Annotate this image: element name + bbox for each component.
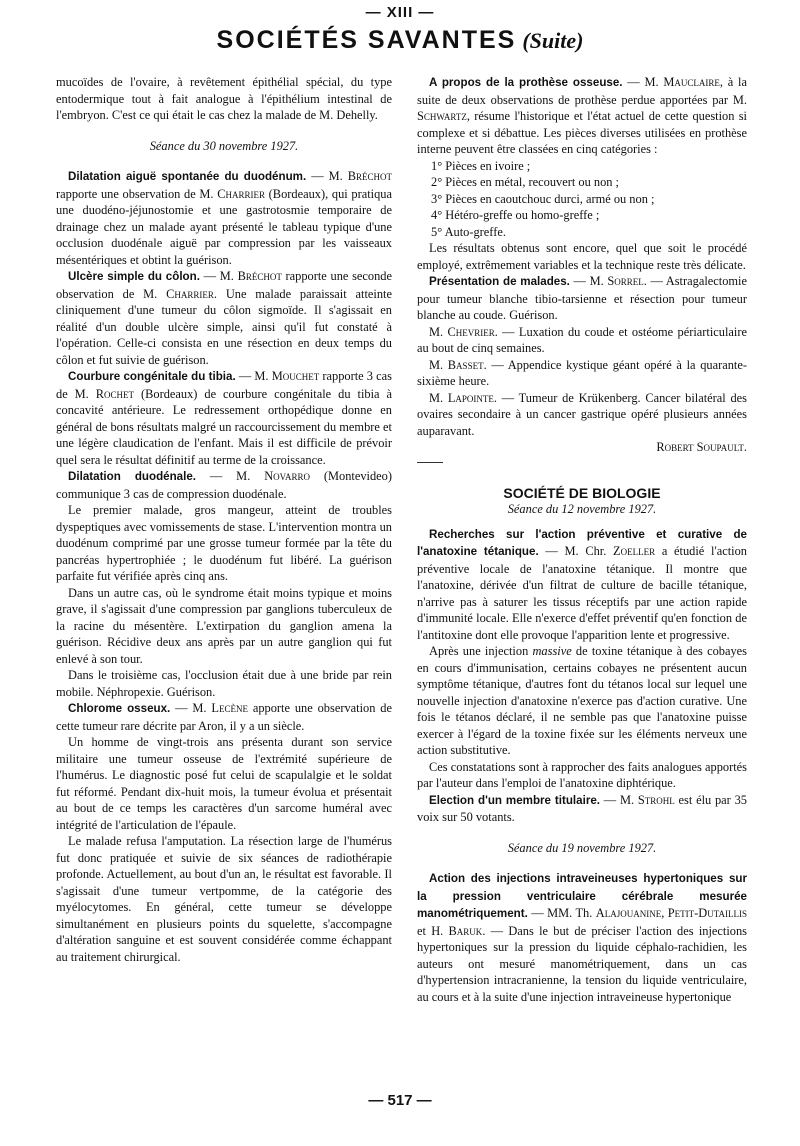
text: — MM. Th. [527,906,596,920]
text: — M. [196,469,265,483]
paragraph-prothese [417,74,747,158]
text: Après une injection [429,644,533,658]
seance-heading: Séance du 30 novembre 1927. [149,138,299,153]
text: — M. [600,792,638,807]
text: (Bordeaux), qui pratiqua une duodéno-jéjunostomie et une gastrotosmie temporaire de drainage chez un malade ayant présenté le tableau typique d'une occlusion duodénale aiguë par compression par les vaisseaux mésentériques et obtint la guérison. [56,186,393,267]
seance-heading: Séance du 19 novembre 1927. [507,840,657,855]
paragraph: Le premier malade, gros mangeur, atteint de troubles dyspeptiques avec vomissements de stase. L'intervention montra un duodénum comprimé par une grosse tumeur formée par la tête du pancréas hypertrophiée ; le duodénum fut libéré. La guérison parfaite fut vérifiée après cinq ans. [56,503,392,583]
divider [417,462,443,463]
author-name: Lapointe [447,390,494,405]
paragraph [417,357,747,390]
section-heading: Présentation de malades. [429,275,570,288]
text: . — Appendice kystique géant opéré à la quarante-sixième heure. [417,357,747,388]
text: . — Luxation du coude et ostéome périarticulaire au bout de cinq semaines. [417,324,747,355]
author-name: H. Baruk [431,923,483,938]
society-title: SOCIÉTÉ DE BIOLOGIE [503,484,661,501]
text: (Montevideo) communique 3 cas de compression duodénale. [56,469,392,501]
paragraph: mucoïdes de l'ovaire, à revêtement épithélial spécial, du type entodermique tout à fait analogue à l'épithélium intestinal de l'embryon. C'est ce qui était le cas chez la malade de M. Dehelly. [56,75,392,122]
author-name: Schwartz [417,109,467,123]
text: apporte une observation de cette tumeur rare décrite par Aron, il y a un siècle. [56,701,392,733]
paragraph: Le malade refusa l'amputation. La résection large de l'humérus fut donc pratiquée et suivie de six séances de radiothérapie profonde. Actuellement, au bout d'un an, le résultat est favorable. Il s'agissait d'une tumeur vertpomme, de la catégorie des myélocytomes. En général, cette tumeur se développe simultanément en plusieurs points du squelette, s'accompagne d'altération sanguine et est souvent considérée comme échappant au traitement chirurgical. [56,834,392,964]
paragraph: Les résultats obtenus sont encore, quel que soit le procédé employé, extrêmement variables et la technique reste très délicate. [417,241,747,272]
author-name: Rochet [95,386,135,401]
author-name: Charrier [217,186,265,201]
text: a étudié l'action préventive locale de l'anatoxine tétanique. Il montre que l'anatoxine, dérivée d'un filtrat de culture de bacille tétanique, n'arrive pas à saturer les tissus réceptifs par une action rapide d'immunité locale. Elle n'exerce d'effet préventif qu'en fonction de l'antitoxine dont elle provoque l'apparition lente et progressive. [417,544,747,642]
right-column [417,74,747,1005]
author-name: Bréchot [237,269,282,283]
page-title [0,26,800,55]
paragraph: Ces constatations sont à rapprocher des faits analogues apportés par l'auteur dans l'emploi de l'anatoxine diphtérique. [417,759,747,790]
text: de toxine tétanique à des cobayes en cours d'immunisation, certains cobayes ne présentent aucun symptôme tétanique, d'autres font du tétanos local sur lequel une nouvelle injection d'anatoxine n'exerce pas d'action curative. Une fois le tétanos déclaré, il ne semble pas que l'anatoxine puisse exercer à l'égard de la toxine fixée sur les éléments nerveux une action substitutive. [417,644,747,757]
paragraph-election [417,792,747,826]
section-heading: A propos de la prothèse osseuse. [429,76,623,89]
text: est élu par 35 voix sur 50 votants. [417,792,747,824]
author-name: Charrier [166,286,214,301]
text: rapporte une seconde observation de M. [56,269,392,301]
section-heading: Recherches sur l'action préventive et curative de l'anatoxine tétanique. [417,527,747,558]
section-heading: Courbure congénitale du tibia. [68,370,236,383]
title-text: SOCIÉTÉS SAVANTES [216,26,517,54]
left-column [56,74,392,965]
list-item: 1° Pièces en ivoire ; [431,158,531,173]
text: , résume l'historique et l'état actuel de cette question si complexe et si débattue. Les pièces diverses utilisées en prothèse interne peuvent être classées en cinq catégories : [417,109,747,156]
text: rapporte une observation de M. [56,186,218,201]
author-name: Chevrier [447,324,495,339]
page-roman-number: — XIII — [365,4,435,21]
text: — M. [306,169,348,183]
list-item: 3° Pièces en caoutchouc durci, armé ou non ; [431,191,655,206]
seance-heading: Séance du 12 novembre 1927. [507,502,657,516]
paragraph: Dans le troisième cas, l'occlusion était due à une bride par rein mobile. Néphropexie. Guérison. [56,668,392,699]
paragraph-chlorome [56,700,392,734]
text: . — Astragalectomie pour tumeur blanche tibio-tarsienne et résection pour tumeur blanche au coude. Guérison. [417,274,747,322]
paragraph [417,390,747,440]
section-heading: Election d'un membre titulaire. [429,793,601,807]
paragraph-presentation [417,273,747,324]
text: M. [429,324,448,339]
paragraph-dilatation [56,168,392,268]
paragraph-action [417,870,747,1005]
paragraph-ulcere [56,268,392,368]
page-number: — 517 — [368,1092,432,1109]
paragraph: Dans un autre cas, où le syndrome était moins typique et moins grave, il s'agissait d'une compression par ganglions tuberculeux de la racine du mésentère. L'extirpation du ganglion amena la guérison. Récidive deux ans après par un autre ganglion qui fut enlevé à son tour. [56,585,392,666]
paragraph [417,643,747,759]
paragraph [417,324,747,357]
author-name: Mouchet [271,369,320,383]
text: M. [429,357,448,372]
text: . — Dans le but de préciser l'action des injections hypertoniques sur la pression du liquide céphalo-rachidien, les auteurs ont mesuré manométriquement, dans un cas d'hypertension intracranienne, la tension du liquide ventriculaire, au cours et à la suite d'une injection intraveineuse hypertonique [417,923,747,1004]
author-name: Zoeller [613,544,656,558]
text: — M. [622,75,664,89]
list-item: 5° Auto-greffe. [431,224,506,239]
list-item: 4° Hétéro-greffe ou homo-greffe ; [431,208,600,222]
paragraph-dilatation-duodenale [56,468,392,502]
section-heading: Ulcère simple du côlon. [68,270,200,283]
emphasis: massive [532,644,572,658]
paragraph-recherches [417,526,747,644]
author-name: Lecène [211,701,248,715]
section-heading: Dilatation aiguë spontanée du duodénum. [68,170,307,183]
text: . Une malade paraissait atteinte cliniquement d'une tumeur du côlon sigmoïde. Il s'agissait en réalité d'un double ulcère simple, ainsi qu'il fut constaté à l'opération. Celle-ci consista en une résection en deux temps du côlon et fut suivie de guérison. [56,286,392,367]
text: (Bordeaux) de courbure congénitale du tibia à concavité antérieure. Le redressement orthopédique donne en général de bons résultats malgré un raccourcissement du membre et une légère claudication de l'enfant. Mais il est difficile de prévoir quel sera le résultat définitif au terme de la croissance. [56,386,392,467]
signature: Robert Soupault. [656,440,747,454]
text: — M. [199,269,238,283]
title-suite: (Suite) [522,28,584,53]
section-heading: Action des injections intraveineuses hypertoniques sur la pression ventriculaire cérébrale mesurée manométriquement. [417,872,747,920]
section-heading: Dilatation duodénale. [68,470,197,483]
text: — M. [235,369,272,383]
author-name: Mauclaire [663,75,720,89]
author-name: Strohl [637,792,675,807]
text: , à la suite de deux observations de prothèse perdue apportées par M. [417,75,747,107]
section-heading: Chlorome osseux. [68,702,171,715]
author-name: Basset [447,357,484,372]
text: rapporte 3 cas de M. [56,369,392,401]
author-name: Novarro [264,469,310,483]
paragraph: Un homme de vingt-trois ans présenta durant son service militaire une tumeur osseuse de l'extrémité supérieure de l'humérus. Le diagnostic posé fut celui de scapulalgie et le soldat fut réformé. Pendant dix-huit mois, la tumeur évolua et présentait au bout de ce temps les caractères d'un sarcome huméral avec intégrité de l'articulation de l'épaule. [56,735,392,832]
author-name: Sorrel [607,274,644,288]
text: — M. [569,274,608,288]
author-name: Alajouanine, Petit-Dutaillis [595,906,747,920]
text: — M. [170,701,212,715]
text: — M. Chr. [538,544,614,558]
author-name: Bréchot [347,169,392,183]
list-item: 2° Pièces en métal, recouvert ou non ; [431,175,620,189]
text: M. [429,390,448,405]
categories-list [417,158,747,241]
text: et [417,923,432,938]
text: . — Tumeur de Krükenberg. Cancer bilatéral des ovaires secondaire à un cancer gastrique opéré plusieurs années auparavant. [417,390,747,438]
paragraph-courbure [56,368,392,468]
